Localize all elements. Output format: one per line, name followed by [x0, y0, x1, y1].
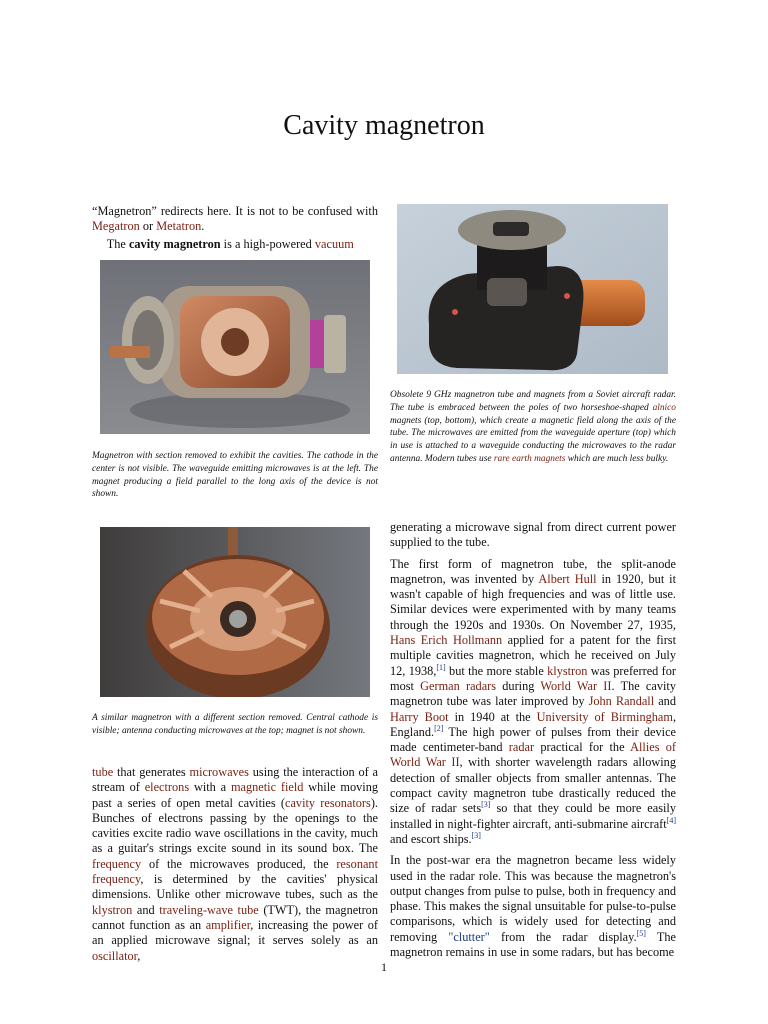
link-john-randall[interactable]: John Randall: [588, 694, 655, 709]
link-microwaves[interactable]: microwaves: [189, 765, 249, 779]
link-allies-of-world-war-ii[interactable]: Allies of World War II: [390, 740, 676, 770]
body-text: but the more stable: [445, 663, 548, 678]
body-text: , is determined by the cavities' physical dimensions. Unlike other microwave tubes, such as the: [92, 872, 378, 902]
link-german-radars[interactable]: German radars: [420, 678, 497, 693]
body-text: using the interaction of a stream of: [92, 765, 379, 795]
link-frequency[interactable]: frequency: [92, 856, 142, 871]
reference-4[interactable]: [4]: [666, 815, 676, 825]
body-paragraph-2: [390, 557, 676, 848]
body-text: that generates: [113, 765, 190, 779]
body-text: The high power of pulses from their device made centimeter-band: [390, 724, 676, 755]
body-text: in 1940 at the: [448, 709, 537, 724]
link-albert-hull[interactable]: Albert Hull: [538, 571, 597, 586]
body-paragraph-3: [390, 853, 676, 960]
reference-5[interactable]: [5]: [636, 928, 646, 938]
link-resonant-frequency[interactable]: resonant frequency: [92, 856, 378, 887]
figure-2-photo: [397, 204, 668, 374]
page-title: Cavity magnetron: [283, 110, 485, 141]
body-paragraph: [92, 765, 378, 964]
left-column-body: [92, 765, 378, 964]
link-klystron-2[interactable]: klystron: [547, 663, 588, 678]
link-electrons[interactable]: electrons: [144, 780, 190, 795]
body-text: practical for the: [534, 740, 631, 755]
reference-1[interactable]: [1]: [436, 662, 446, 672]
body-text: applied for a patent for the first multiple cavities magnetron, which he received on July 12, 1938,: [390, 633, 677, 678]
body-text: , with shorter wavelength radars allowing detection of smaller objects from smaller antennas. The compact cavity magnetron tube drastically reduced the size of radar sets: [390, 755, 676, 816]
body-text: was preferred for most: [390, 663, 676, 693]
body-text: and: [654, 694, 676, 709]
caption-text: magnets (top, bottom), which create a magnetic field along the axis of the tube. The microwaves are emitted from the waveguide aperture (top) which in use is attached to a waveguide conducting the microwaves to the radar antenna. Modern tubes use: [390, 415, 676, 464]
body-text: The magnetron remains in use in some radars, but has become: [390, 929, 676, 960]
figure-3-photo: [100, 527, 370, 697]
caption-text: Obsolete 9 GHz magnetron tube and magnets from a Soviet aircraft radar. The tube is embraced between the poles of two horseshoe-shaped: [390, 390, 676, 413]
body-text: so that they could be more easily installed in night-fighter aircraft, anti-submarine aircraft: [390, 801, 676, 831]
link-metatron[interactable]: Metatron: [156, 219, 202, 234]
left-column-top: [92, 204, 378, 252]
figure-1-photo: [100, 260, 370, 434]
body-text: ). Bunches of electrons passing by the openings to the cavities excite radio wave oscillations in the cavity, much as a guitar's strings excite sound in its sound box. The: [92, 795, 378, 856]
link-alnico[interactable]: alnico: [652, 402, 676, 413]
link-world-war-ii[interactable]: World War II: [540, 678, 612, 693]
figure-2-caption: [390, 389, 676, 466]
link-vacuum[interactable]: vacuum: [314, 236, 354, 251]
body-text: with a: [189, 780, 231, 795]
link-harry-boot[interactable]: Harry Boot: [390, 709, 449, 724]
link-amplifier[interactable]: amplifier: [205, 917, 251, 932]
body-text: . The cavity magnetron tube was later improved by: [390, 678, 676, 709]
intro-text: The: [106, 236, 129, 251]
body-text: and escort ships.: [390, 831, 472, 846]
body-paragraph-1: generating a microwave signal from direct current power supplied to the tube.: [390, 520, 676, 550]
page-number: 1: [381, 960, 387, 974]
link-tube[interactable]: tube: [92, 765, 114, 779]
figure-1-caption: Magnetron with section removed to exhibit the cavities. The cathode in the center is not visible. The waveguide emitting microwaves is at the left. The magnet producing a field parallel to the long axis of the device is not shown.: [92, 451, 378, 500]
link-cavity-resonators[interactable]: cavity resonators: [285, 795, 371, 810]
figure-3-caption: A similar magnetron with a different section removed. Central cathode is visible; antenna conducting microwaves at the top; magnet is not shown.: [92, 713, 378, 736]
magnetron-cutaway-illustration: [100, 260, 370, 434]
soviet-magnetron-illustration: [397, 204, 668, 374]
body-text: , England.: [390, 709, 677, 739]
magnetron-section-illustration: [100, 527, 370, 697]
hatnote-text: .: [201, 219, 205, 234]
hatnote: [92, 204, 378, 235]
reference-3b[interactable]: [3]: [471, 830, 481, 840]
intro-paragraph: [92, 237, 378, 252]
reference-3[interactable]: [3]: [481, 800, 491, 810]
link-magnetic-field[interactable]: magnetic field: [230, 780, 304, 795]
body-text: (TWT), the magnetron cannot function as an: [92, 902, 378, 932]
body-text: , increasing the power of an applied microwave signal; it serves solely as an: [92, 917, 379, 948]
link-clutter[interactable]: "clutter": [448, 929, 490, 944]
link-traveling-wave-tube[interactable]: traveling-wave tube: [159, 902, 259, 917]
body-text: during: [496, 678, 541, 693]
body-text: of the microwaves produced, the: [141, 856, 337, 871]
body-text: in 1920, but it wasn't capable of high frequencies and was of little use. Similar devices were experimented with by many teams through the 1920s and 1930s. On November 27, 1935,: [390, 571, 676, 632]
hatnote-text: “Magnetron” redirects here. It is not to be confused with: [92, 204, 378, 218]
intro-bold-term: cavity magnetron: [128, 236, 221, 251]
right-column-body: [390, 520, 676, 960]
link-radar[interactable]: radar: [508, 740, 535, 755]
caption-text: which are much less bulky.: [565, 453, 669, 464]
link-megatron[interactable]: Megatron: [92, 219, 140, 234]
intro-text: is a high-powered: [220, 236, 315, 251]
link-hans-erich-hollmann[interactable]: Hans Erich Hollmann: [390, 633, 503, 648]
link-oscillator[interactable]: oscillator: [92, 948, 138, 963]
hatnote-text: or: [139, 219, 157, 234]
body-text: The first form of magnetron tube, the split-anode magnetron, was invented by: [390, 556, 676, 586]
body-text: In the post-war era the magnetron became less widely used in the radar role. This was because the magnetron's output changes from pulse to pulse, both in frequency and phase. This makes the signal unsuitable for pulse-to-pulse comparisons, which is widely used for detecting and removing: [390, 853, 676, 944]
body-text: and: [132, 902, 160, 917]
reference-2[interactable]: [2]: [434, 723, 444, 733]
link-rare-earth-magnets[interactable]: rare earth magnets: [493, 453, 566, 464]
body-text: while moving past a series of open metal cavities (: [92, 780, 379, 810]
body-text: ,: [137, 948, 141, 963]
link-klystron[interactable]: klystron: [92, 902, 133, 917]
body-text: from the radar display.: [489, 929, 637, 944]
link-university-of-birmingham[interactable]: University of Birmingham: [536, 709, 673, 724]
